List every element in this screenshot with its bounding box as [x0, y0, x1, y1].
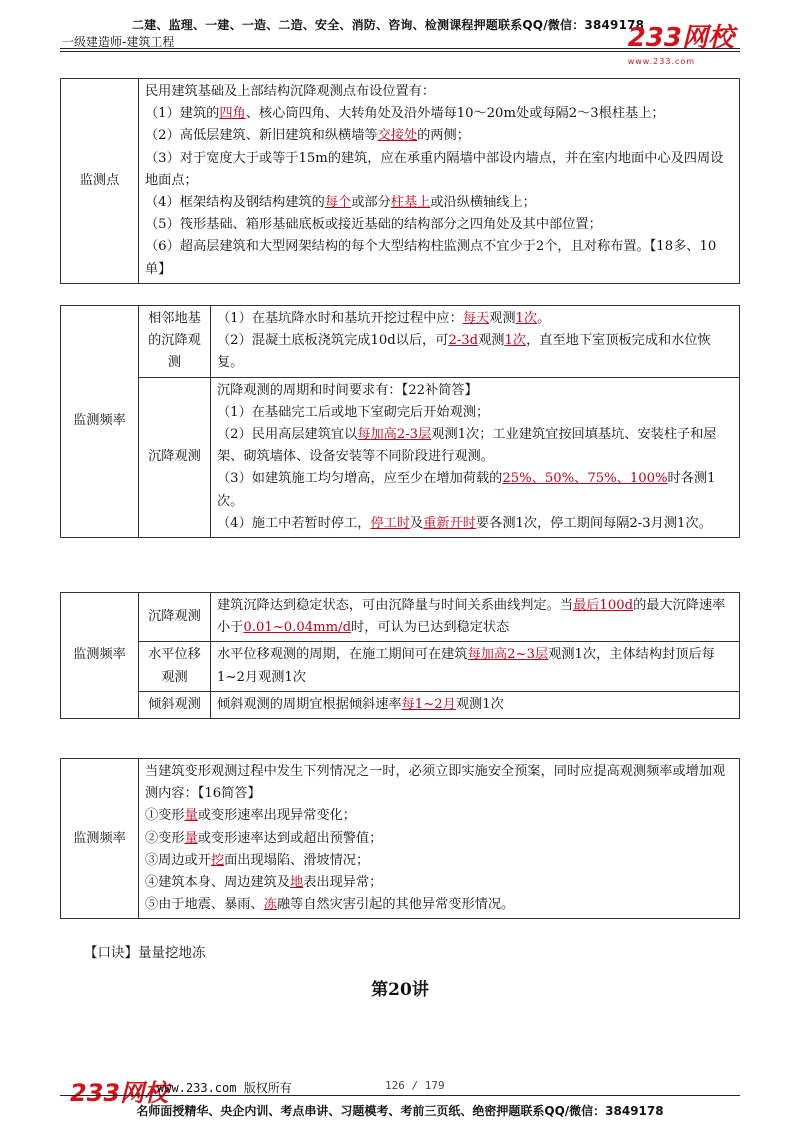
- paragraph-line: [217, 308, 733, 330]
- text-segment: ②变形: [145, 830, 185, 846]
- brand-logo: [627, 23, 734, 74]
- text-segment: 时，可认为已达到稳定状态: [351, 620, 510, 636]
- text-segment: （2）混凝土底板浇筑完成10d以后，可: [217, 333, 449, 349]
- paragraph-line: [217, 468, 733, 512]
- sub-label: 沉降观测: [139, 377, 211, 537]
- paragraph-line: [145, 828, 733, 850]
- text-segment: （4）框架结构及钢结构建筑的: [145, 195, 325, 211]
- table-row: [61, 79, 740, 284]
- text-segment: （2）高低层建筑、新旧建筑和纵横墙等: [145, 128, 378, 144]
- sub-label: 沉降观测: [139, 593, 211, 642]
- row-label: 监测频率: [61, 306, 139, 538]
- footer-logo-text: 233网校: [70, 1079, 169, 1107]
- key-term-highlight: 量: [184, 808, 198, 824]
- text-segment: 要各测1次，停工期间每隔2-3月测1次。: [475, 515, 712, 531]
- logo-text: 233网校: [627, 23, 734, 53]
- text-segment: 的两侧；: [417, 128, 470, 144]
- text-segment: 民用建筑基础及上部结构沉降观测点布设位置有：: [145, 84, 436, 99]
- footer-rule: [60, 1095, 740, 1096]
- text-segment: （1）在基坑降水时和基坑开挖过程中应：: [217, 311, 463, 326]
- text-segment: 沉降观测的周期和时间要求有：【22补简答】: [217, 382, 478, 398]
- table-row: [61, 377, 740, 537]
- key-term-highlight: 每1~2月: [401, 696, 456, 712]
- paragraph-line: [145, 805, 733, 827]
- text-segment: （6）超高层建筑和大型网架结构的每个大型结构柱监测点不宜少于2个，且对称布置。【18多、10单】: [145, 239, 717, 277]
- row-label: 监测频率: [61, 593, 139, 719]
- text-segment: 或部分: [351, 195, 391, 211]
- text-segment: ⑤由于地震、暴雨、: [145, 897, 264, 913]
- paragraph-line: [145, 125, 733, 147]
- key-term-highlight: 25%、50%、75%、100%: [502, 471, 668, 487]
- text-segment: 或沿纵横轴线上；: [430, 195, 536, 211]
- text-segment: （1）在基础完工后或地下室砌完后开始观测；: [217, 404, 490, 420]
- text-segment: 表出现异常；: [303, 875, 383, 891]
- key-term-highlight: 地: [290, 875, 304, 891]
- key-term-highlight: 四角: [219, 106, 246, 122]
- text-segment: 。: [537, 311, 551, 326]
- text-segment: 倾斜观测的周期宜根据倾斜速率: [217, 696, 402, 712]
- text-segment: 的最大沉降速率小于: [217, 598, 726, 636]
- key-term-highlight: 挖: [210, 852, 225, 868]
- paragraph-line: [145, 192, 733, 214]
- key-term-highlight: 每天: [462, 311, 490, 326]
- paragraph-line: [145, 761, 733, 805]
- table-settlement-frequency: [60, 305, 740, 538]
- paragraph-line: [145, 872, 733, 894]
- sub-label: 相邻地基的沉降观测: [139, 306, 211, 378]
- text-segment: （3）如建筑施工均匀增高，应至少在增加荷载的: [217, 471, 503, 487]
- table-monitoring-points: [60, 78, 740, 284]
- key-term-highlight: 每加高2-3层: [357, 427, 432, 443]
- document-subtitle: 一级建造师-建筑工程: [62, 35, 175, 49]
- text-segment: 或变形速率达到或超出预警值；: [197, 830, 383, 846]
- text-segment: 观测1次，主体结构封顶后每1~2月观测1次: [217, 647, 715, 685]
- sub-label: 水平位移观测: [139, 642, 211, 691]
- key-term-highlight: 1次: [504, 333, 527, 349]
- key-term-highlight: 冻: [263, 897, 277, 913]
- logo-url: www.233.com: [627, 57, 696, 66]
- page-number: 126 / 179: [385, 1079, 445, 1092]
- footer-contact-line: 名师面授精华、央企内训、考点串讲、习题模考、考前三页纸、绝密押题联系QQ/微信：3849178: [136, 1104, 664, 1118]
- paragraph-line: [217, 644, 733, 688]
- text-segment: 观测1次；工业建筑宜按回填基坑、安装柱子和屋架、砌筑墙体、设备安装等不同阶段进行观测。: [217, 427, 717, 465]
- paragraph-line: [145, 236, 733, 280]
- text-segment: （3）对于宽度大于或等于15m的建筑，应在承重内隔墙中部设内墙点，并在室内地面中心及四周设地面点；: [145, 150, 724, 188]
- key-term-highlight: 1次: [515, 311, 538, 326]
- text-segment: （5）筏形基础、箱形基础底板或接近基础的结构部分之四角处及其中部位置；: [145, 217, 602, 233]
- text-segment: 或变形速率出现异常变化；: [197, 808, 356, 824]
- text-segment: （1）建筑的: [145, 106, 220, 122]
- text-segment: 融等自然灾害引起的其他异常变形情况。: [276, 897, 515, 913]
- header-rule: [60, 48, 740, 49]
- text-segment: 当建筑变形观测过程中发生下列情况之一时，必须立即实施安全预案，同时应提高观测频率或增加观测内容：【16简答】: [145, 764, 726, 802]
- row-label: 监测点: [61, 79, 139, 284]
- key-term-highlight: 柱基上: [390, 195, 431, 211]
- text-segment: 时各测1次。: [217, 471, 716, 509]
- text-segment: （2）民用高层建筑宜以: [217, 427, 358, 443]
- paragraph-line: [217, 694, 733, 716]
- content-cell: [211, 593, 740, 642]
- paragraph-line: [217, 513, 733, 535]
- paragraph-line: [217, 595, 733, 639]
- content-cell: [139, 79, 740, 284]
- table-row: [61, 642, 740, 691]
- key-term-highlight: 2-3d: [448, 333, 479, 349]
- footer-site: www.233.com 版权所有: [157, 1081, 292, 1095]
- text-segment: 水平位移观测的周期，在施工期间可在建筑: [217, 647, 468, 663]
- text-segment: ，直至地下室顶板完成和水位恢复。: [217, 333, 711, 371]
- row-label: 监测频率: [61, 759, 139, 919]
- key-term-highlight: 每加高2~3层: [467, 647, 549, 663]
- text-segment: 、核心筒四角、大转角处及沿外墙每10～20m处或每隔2～3根柱基上；: [245, 106, 665, 122]
- paragraph-line: [145, 148, 733, 192]
- key-term-highlight: 量: [184, 830, 198, 846]
- paragraph-line: [145, 103, 733, 125]
- key-term-highlight: 最后100d: [573, 598, 634, 613]
- text-segment: 观测1次: [455, 696, 504, 712]
- text-segment: 建筑沉降达到稳定状态，可由沉降量与时间关系曲线判定。当: [217, 598, 574, 613]
- mnemonic-text: 【口诀】量量挖地冻: [84, 945, 206, 961]
- text-segment: 观测: [489, 311, 516, 326]
- text-segment: ③周边或开: [145, 852, 211, 868]
- text-segment: ①变形: [145, 808, 185, 824]
- text-segment: 面出现塌陷、滑坡情况；: [224, 852, 370, 868]
- paragraph-line: [145, 81, 733, 103]
- header-rule-thin: [60, 51, 740, 52]
- table-emergency-conditions: [60, 758, 740, 919]
- key-term-highlight: 0.01~0.04mm/d: [243, 620, 352, 636]
- paragraph-line: [145, 214, 733, 236]
- paragraph-line: [217, 380, 733, 402]
- table-row: [61, 759, 740, 919]
- table-stability-frequency: [60, 592, 740, 719]
- lecture-title: 第20讲: [371, 980, 429, 1000]
- text-segment: （4）施工中若暂时停工，: [217, 515, 371, 531]
- key-term-highlight: 交接处: [377, 128, 418, 144]
- header-contact-line: 二建、监理、一建、一造、二造、安全、消防、咨询、检测课程押题联系QQ/微信：3849178: [132, 18, 645, 32]
- content-cell: [139, 759, 740, 919]
- text-segment: 及: [410, 515, 424, 531]
- content-cell: [211, 377, 740, 537]
- table-row: [61, 593, 740, 642]
- text-segment: ④建筑本身、周边建筑及: [145, 875, 291, 891]
- key-term-highlight: 每个: [324, 195, 352, 211]
- key-term-highlight: 重新开时: [423, 515, 476, 531]
- paragraph-line: [217, 402, 733, 424]
- content-cell: [211, 691, 740, 718]
- content-cell: [211, 642, 740, 691]
- paragraph-line: [145, 894, 733, 916]
- paragraph-line: [217, 330, 733, 374]
- sub-label: 倾斜观测: [139, 691, 211, 718]
- paragraph-line: [217, 424, 733, 468]
- table-row: [61, 691, 740, 718]
- content-cell: [211, 306, 740, 378]
- paragraph-line: [145, 850, 733, 872]
- key-term-highlight: 停工时: [370, 515, 411, 531]
- table-row: [61, 306, 740, 378]
- text-segment: 观测: [478, 333, 505, 349]
